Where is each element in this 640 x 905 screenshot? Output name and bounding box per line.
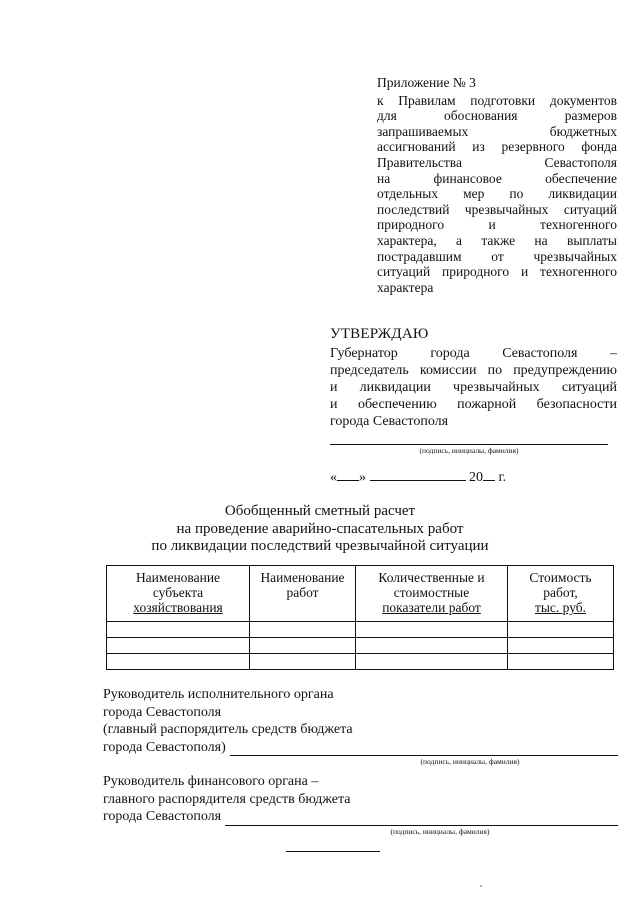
- date-month-field[interactable]: [370, 467, 466, 481]
- exec-line: (главный распорядитель средств бюджета: [103, 722, 353, 737]
- table-row: [107, 638, 614, 654]
- date-year-field[interactable]: [483, 467, 495, 481]
- date-year-prefix: 20: [469, 470, 483, 485]
- approval-line: председатель комиссии по предупреждению: [330, 363, 617, 378]
- approval-signature-caption: (подпись, инициалы, фамилия): [419, 446, 519, 455]
- approval-line: города Севастополя: [330, 414, 449, 429]
- exec-line: города Севастополя: [103, 704, 222, 720]
- exec-line: Руководитель исполнительного органа: [103, 687, 334, 702]
- table-cell[interactable]: [508, 654, 614, 670]
- date-year-suffix: г.: [498, 470, 507, 485]
- document-title: [80, 503, 560, 556]
- appendix-line: ситуаций природного и техногенного: [377, 264, 617, 280]
- header-entity: Наименование субъекта хозяйствования: [107, 566, 250, 622]
- date-close-quote: »: [359, 470, 366, 485]
- appendix-line: характера: [377, 279, 434, 295]
- appendix-line: характера, а также на выплаты: [377, 232, 617, 248]
- header-cost: Стоимость работ, тыс. руб.: [508, 566, 614, 622]
- appendix-line: Правительства Севастополя: [377, 154, 617, 170]
- fin-signature-row: [103, 808, 618, 826]
- date-open-quote: «: [330, 470, 337, 485]
- table-cell[interactable]: [107, 654, 250, 670]
- approval-signature-field[interactable]: [330, 434, 608, 445]
- appendix-line: ассигнований из резервного фонда: [377, 139, 617, 155]
- exec-signature-field[interactable]: [230, 742, 618, 756]
- table-cell[interactable]: [356, 622, 508, 638]
- table-cell[interactable]: [508, 622, 614, 638]
- appendix-title: Приложение № 3: [377, 75, 476, 90]
- appendix-line: для обоснования размеров: [377, 108, 617, 124]
- table-cell[interactable]: [250, 654, 356, 670]
- approval-line: и обеспечению пожарной безопасности: [330, 397, 617, 412]
- fin-line: Руководитель финансового органа –: [103, 774, 319, 789]
- title-line: Обобщенный сметный расчет: [224, 503, 416, 519]
- end-divider: [286, 851, 380, 852]
- appendix-line: к Правилам подготовки документов: [377, 92, 617, 108]
- header-indicators: Количественные и стоимостные показатели работ: [356, 566, 508, 622]
- approval-block: [330, 326, 617, 430]
- fin-signature-caption: (подпись, инициалы, фамилия): [390, 827, 490, 836]
- scan-artifact: [480, 885, 482, 887]
- title-line: по ликвидации последствий чрезвычайной ситуации: [151, 538, 489, 554]
- table-cell[interactable]: [508, 638, 614, 654]
- approval-line: и ликвидации чрезвычайных ситуаций: [330, 380, 617, 395]
- table-cell[interactable]: [107, 638, 250, 654]
- table-row: [107, 654, 614, 670]
- appendix-line: запрашиваемых бюджетных: [377, 123, 617, 139]
- exec-signature-caption: (подпись, инициалы, фамилия): [420, 757, 520, 766]
- title-line: на проведение аварийно-спасательных работ: [176, 520, 464, 537]
- table-header-row: [107, 566, 614, 622]
- appendix-line: пострадавшим от чрезвычайных: [377, 248, 617, 264]
- table-row: [107, 622, 614, 638]
- appendix-line: природного и техногенного: [377, 217, 617, 233]
- approval-line: Губернатор города Севастополя –: [330, 346, 617, 361]
- appendix-line: отдельных мер по ликвидации: [377, 186, 617, 202]
- header-works: Наименование работ: [250, 566, 356, 622]
- fin-signature-field[interactable]: [225, 812, 618, 826]
- approval-date: [330, 467, 506, 486]
- table-cell[interactable]: [250, 622, 356, 638]
- table-cell[interactable]: [356, 638, 508, 654]
- appendix-line: последствий чрезвычайных ситуаций: [377, 201, 617, 217]
- table-cell[interactable]: [356, 654, 508, 670]
- table-cell[interactable]: [250, 638, 356, 654]
- exec-signature-block: [103, 686, 618, 756]
- estimate-table: [106, 565, 614, 670]
- appendix-line: на финансовое обеспечение: [377, 170, 617, 186]
- fin-line: города Севастополя: [103, 809, 222, 824]
- exec-signature-row: [103, 739, 618, 757]
- exec-line: города Севастополя): [103, 739, 226, 755]
- appendix-note: [377, 75, 617, 295]
- date-day-field[interactable]: [337, 467, 359, 481]
- fin-line: главного распорядителя средств бюджета: [103, 791, 351, 807]
- fin-signature-block: [103, 773, 618, 826]
- table-cell[interactable]: [107, 622, 250, 638]
- approval-heading: УТВЕРЖДАЮ: [330, 326, 429, 342]
